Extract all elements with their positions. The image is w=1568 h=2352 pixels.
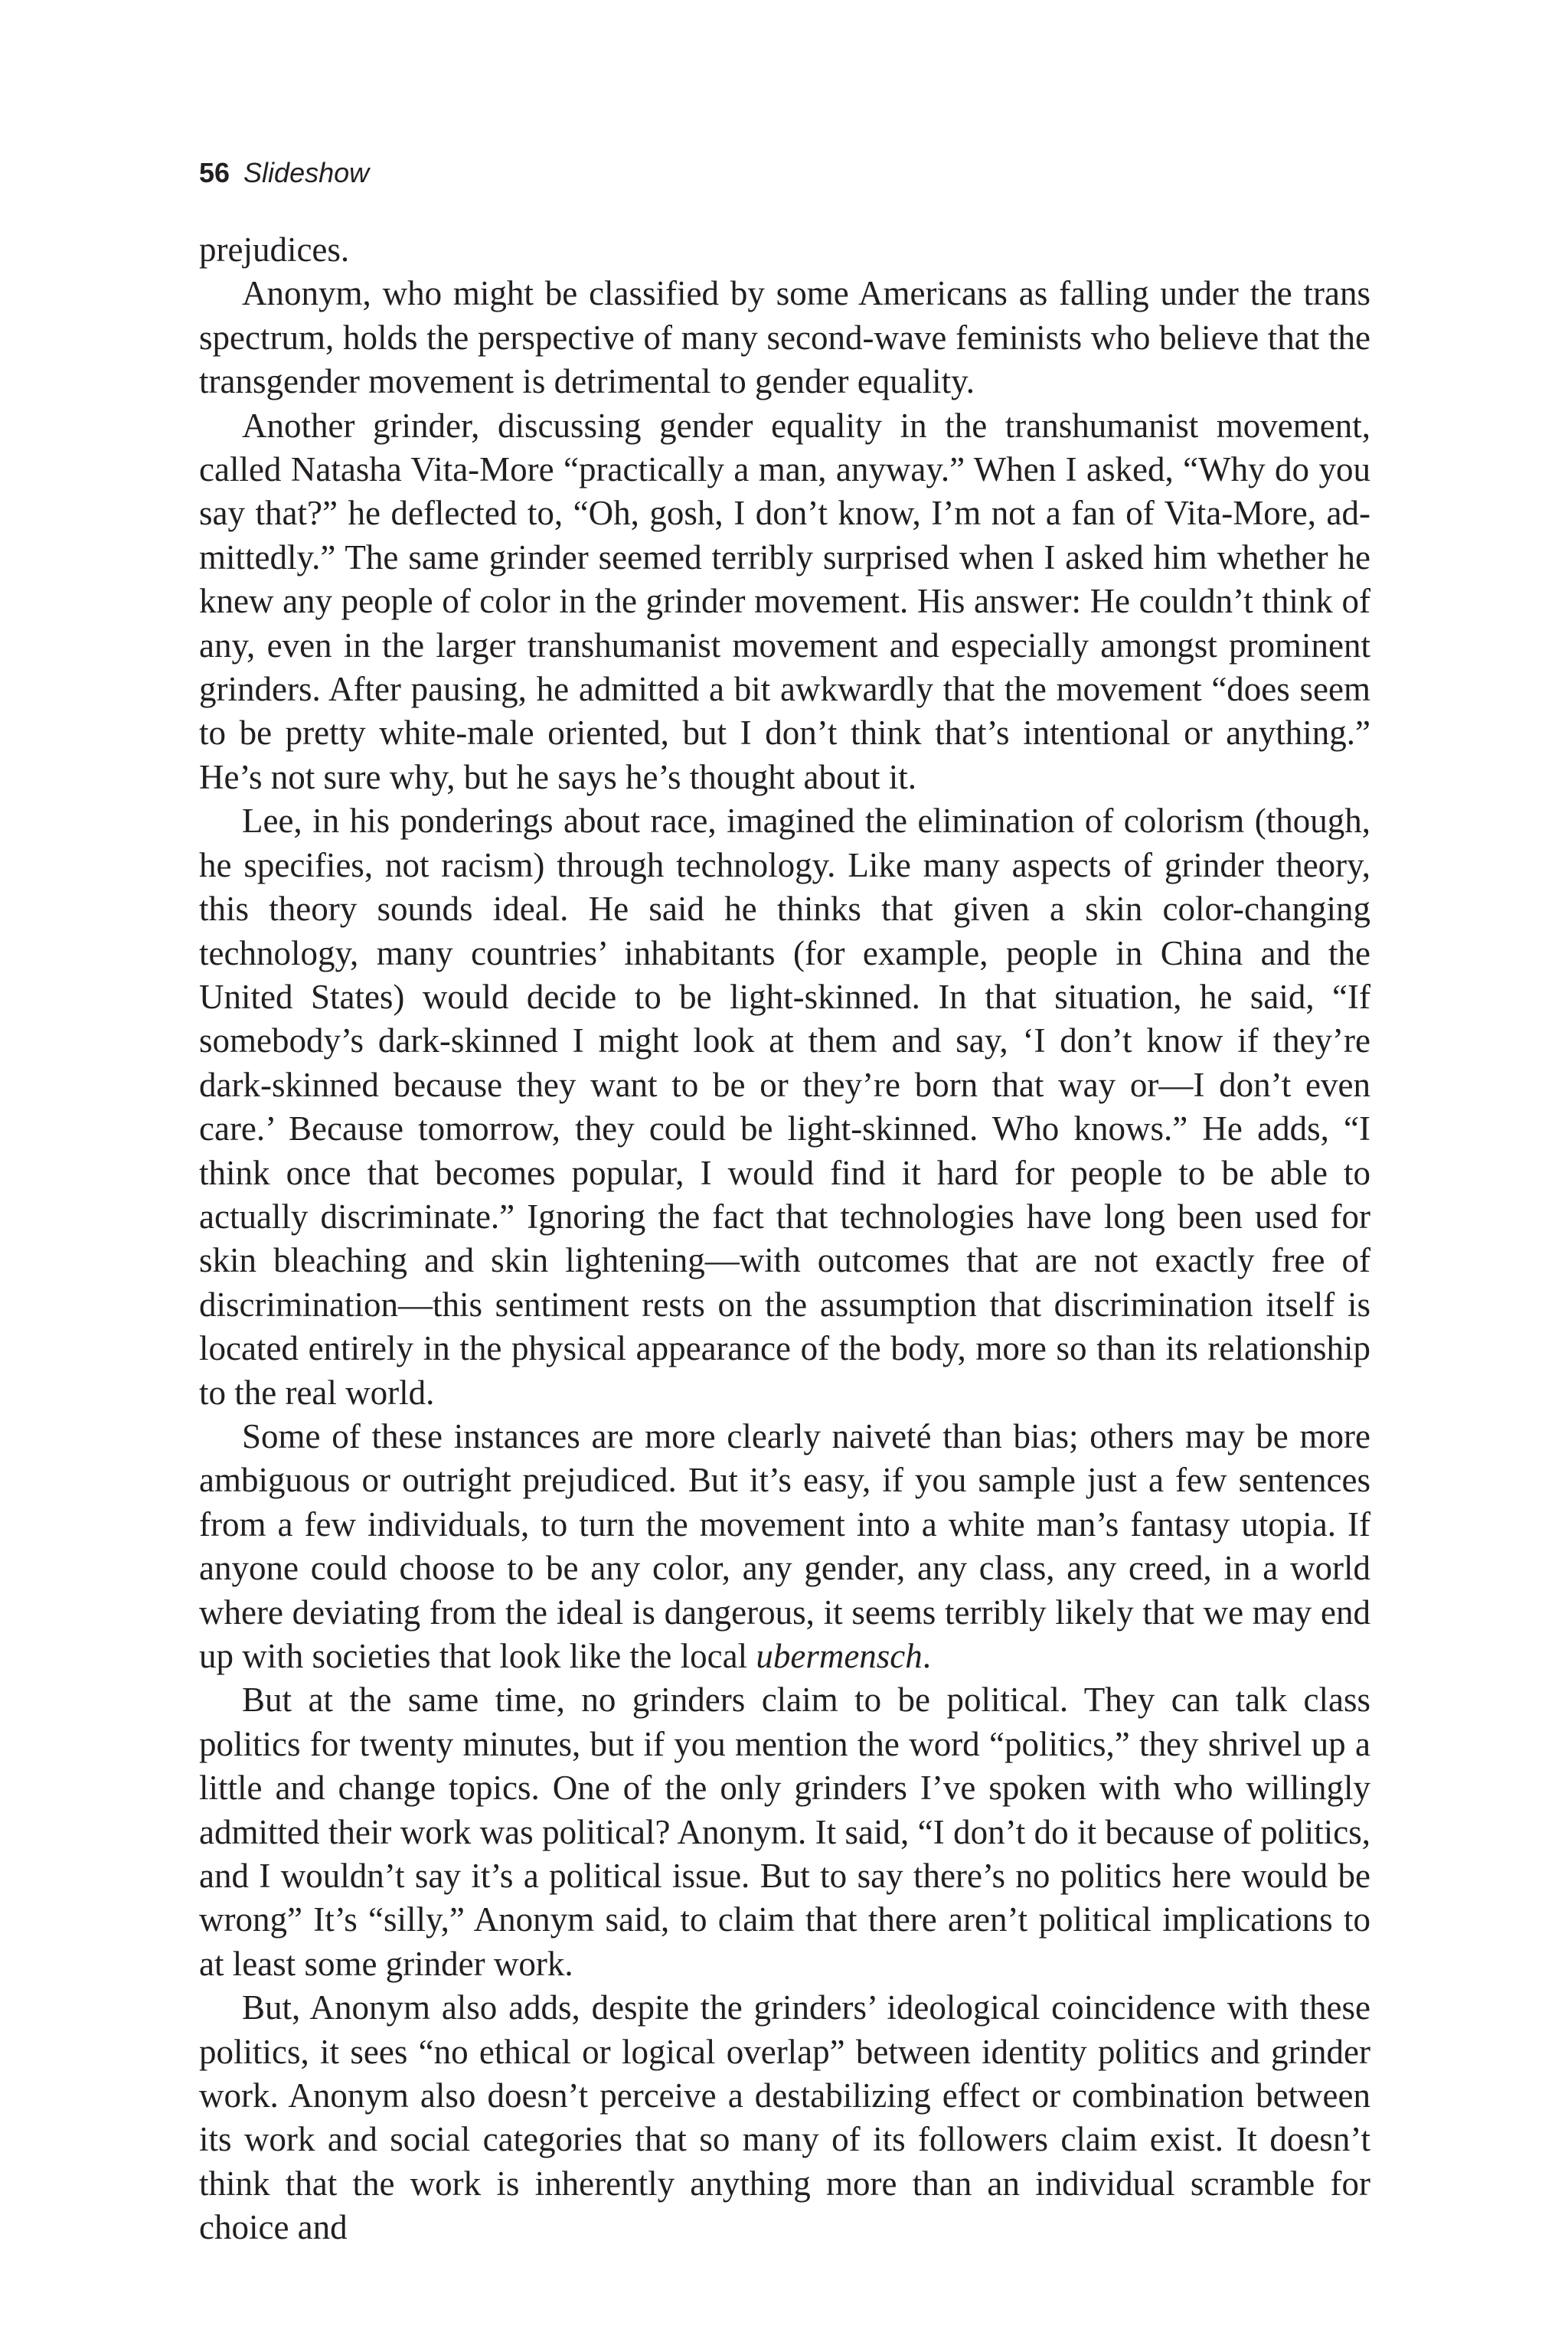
text-segment: But, Anonym also adds, despite the grinders’ ideological coincidence with these politics, it sees “no ethical or logical overlap” between identity politics and grinder work. Anonym also doesn’t perceive a destabilizing effect or combination between its work and social categories that so many of its followers claim exist. It doesn’t think that the work is inherently anything more than an individual scramble for choice and bbox=[199, 1988, 1370, 2247]
paragraph bbox=[199, 404, 1370, 800]
running-head bbox=[199, 156, 369, 190]
paragraph bbox=[199, 1678, 1370, 1986]
paragraph bbox=[199, 272, 1370, 403]
text-segment: Lee, in his ponderings about race, imagined the elimination of colorism (though, he specifies, not racism) through technology. Like many aspects of grinder theory, this theory sounds ideal. He said he thinks that given a skin color-changing technology, many countries’ inhabitants (for example, people in China and the United States) would decide to be light-skinned. In that situation, he said, “If somebody’s dark-skinned I might look at them and say, ‘I don’t know if they’re dark-skinned because they want to be or they’re born that way or—I don’t even care.’ Because tomorrow, they could be light-skinned. Who knows.” He adds, “I think once that becomes popular, I would find it hard for people to be able to actually discriminate.” Ignoring the fact that technologies have long been used for skin bleaching and skin lightening—with outcomes that are not exactly free of discrimination—this sentiment rests on the assumption that discrimination itself is located entirely in the physical appearance of the body, more so than its relationship to the real world. bbox=[199, 802, 1370, 1412]
paragraph bbox=[199, 228, 1370, 272]
text-segment: Anonym, who might be classified by some Americans as falling under the trans spectrum, holds the perspective of many second-wave feminists who believe that the transgender movement is detrimental to gender equality. bbox=[199, 274, 1370, 401]
body-text bbox=[199, 228, 1370, 2250]
text-segment: Another grinder, discussing gender equality in the transhumanist movement, called Natasha Vita-More “practically a man, anyway.” When I asked, “Why do you say that?” he deflected to, “Oh, gosh, I don’t know, I’m not a fan of Vita-More, admittedly.” The same grinder seemed terribly surprised when I asked him whether he knew any people of color in the grinder movement. His answer: He couldn’t think of any, even in the larger transhumanist movement and especially amongst prominent grinders. After pausing, he admitted a bit awkwardly that the movement “does seem to be pretty white-male oriented, but I don’t think that’s intentional or anything.” He’s not sure why, but he says he’s thought about it. bbox=[199, 406, 1370, 796]
paragraph bbox=[199, 1415, 1370, 1678]
paragraph bbox=[199, 799, 1370, 1415]
text-segment: . bbox=[922, 1637, 932, 1675]
running-title: Slideshow bbox=[243, 157, 370, 188]
italic-text: ubermensch bbox=[756, 1637, 923, 1675]
text-segment: Some of these instances are more clearly naiveté than bias; others may be more ambiguous or outright prejudiced. But it’s easy, if you sample just a few sentences from a few individuals, to turn the movement into a white man’s fantasy utopia. If anyone could choose to be any color, any gender, any class, any creed, in a world where deviating from the ideal is dangerous, it seems terribly likely that we may end up with societies that look like the local bbox=[199, 1416, 1370, 1675]
text-segment: But at the same time, no grinders claim to be political. They can talk class politics for twenty minutes, but if you mention the word “politics,” they shrivel up a little and change topics. One of the only grinders I’ve spoken with who willingly admitted their work was political? Anonym. It said, “I don’t do it because of politics, and I wouldn’t say it’s a political issue. But to say there’s no politics here would be wrong” It’s “silly,” Anonym said, to claim that there aren’t political implications to at least some grinder work. bbox=[199, 1681, 1370, 1983]
paragraph bbox=[199, 1986, 1370, 2249]
text-segment: prejudices. bbox=[199, 230, 350, 269]
page-number: 56 bbox=[199, 157, 230, 188]
